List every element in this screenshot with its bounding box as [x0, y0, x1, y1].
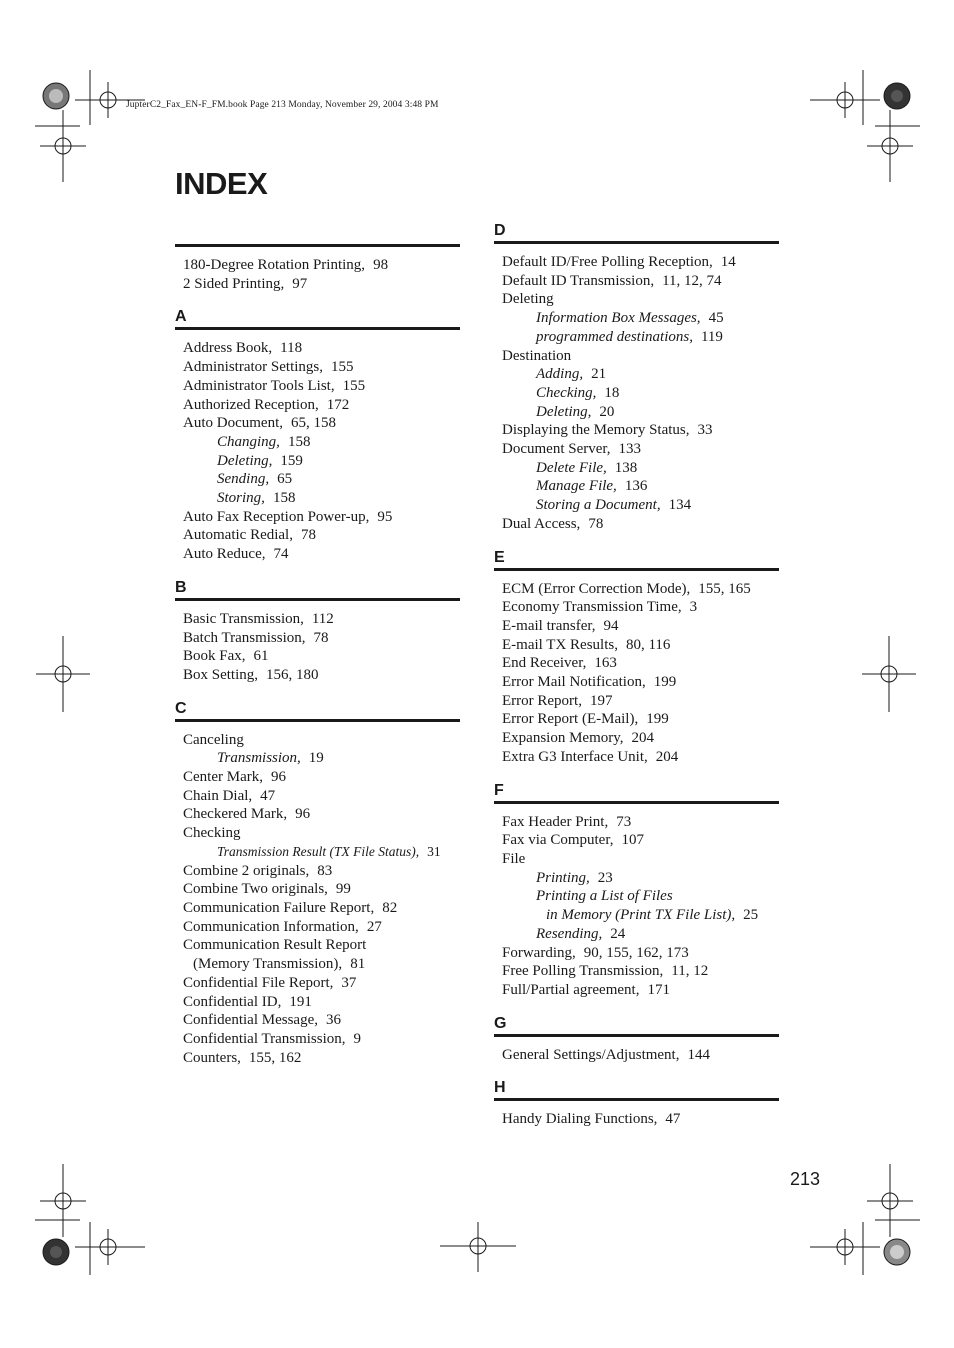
- index-page-refs: 27: [366, 918, 382, 935]
- index-entry: [183, 768, 460, 787]
- index-entry: [183, 936, 460, 955]
- index-page-refs: 82: [382, 899, 398, 916]
- index-page-refs: 155, 162: [248, 1049, 302, 1066]
- index-page-refs: 155: [331, 359, 354, 376]
- section-letter-heading: A: [175, 308, 187, 326]
- section-divider: [494, 1034, 779, 1037]
- index-page-refs: 197: [589, 692, 613, 709]
- registration-mark-bottom-left: [30, 1162, 150, 1277]
- index-subentry: [502, 403, 779, 422]
- index-term: Economy Transmission Time,: [502, 599, 682, 616]
- index-term: Book Fax,: [183, 648, 246, 665]
- index-entry: [183, 545, 460, 564]
- index-page-refs: 65, 158: [290, 415, 336, 432]
- index-section: [175, 307, 460, 563]
- index-page-refs: 20: [599, 403, 615, 420]
- index-page-refs: 81: [350, 956, 366, 973]
- index-entry: [502, 290, 779, 309]
- index-entry: [502, 347, 779, 366]
- index-page-refs: 33: [697, 422, 713, 439]
- index-page-refs: 96: [270, 769, 286, 786]
- index-entry: [183, 993, 460, 1012]
- index-term: Handy Dialing Functions,: [502, 1111, 658, 1128]
- index-term: Deleting,: [217, 452, 273, 469]
- index-entry: [183, 974, 460, 993]
- index-page-refs: 21: [591, 366, 607, 383]
- index-subentry: [502, 328, 779, 347]
- section-divider: [494, 801, 779, 804]
- index-entry: [183, 396, 460, 415]
- index-page-refs: 19: [308, 750, 324, 767]
- index-page-refs: 138: [614, 459, 638, 476]
- index-term: Printing,: [536, 869, 590, 886]
- index-entry: [502, 981, 779, 1000]
- index-term: Deleting: [502, 291, 554, 308]
- index-term: Adding,: [536, 366, 584, 383]
- index-subentry: [183, 470, 460, 489]
- index-entry: [502, 962, 779, 981]
- index-term: Counters,: [183, 1049, 241, 1066]
- index-term: Canceling: [183, 731, 244, 748]
- index-term: Error Mail Notification,: [502, 674, 646, 691]
- index-entry-list: [175, 256, 460, 293]
- index-page-refs: 155: [342, 377, 366, 394]
- index-term: General Settings/Adjustment,: [502, 1046, 680, 1063]
- section-divider: [175, 719, 460, 722]
- section-divider: [175, 598, 460, 601]
- index-term: Manage File,: [536, 478, 617, 495]
- index-entry: [502, 729, 779, 748]
- index-page-refs: 107: [621, 832, 644, 849]
- index-page-refs: 98: [373, 257, 389, 273]
- index-page-refs: 96: [295, 806, 311, 823]
- index-page-refs: 156, 180: [266, 666, 319, 683]
- index-term: Transmission Result (TX File Status),: [217, 843, 420, 859]
- registration-mark-mid-left: [36, 636, 96, 712]
- index-entry: [183, 918, 460, 937]
- section-divider: [494, 241, 779, 244]
- index-subentry: [502, 309, 779, 328]
- index-term: Batch Transmission,: [183, 629, 306, 646]
- index-term: Auto Reduce,: [183, 546, 266, 563]
- page-title: INDEX: [175, 166, 268, 201]
- index-term: Full/Partial agreement,: [502, 981, 640, 998]
- section-letter-heading: E: [494, 548, 505, 566]
- index-page-refs: 171: [647, 981, 670, 998]
- index-entry: [183, 1049, 460, 1068]
- section-divider: [494, 568, 779, 571]
- index-entry: [502, 272, 779, 291]
- index-page-refs: 163: [594, 655, 617, 672]
- index-entry: [502, 1110, 779, 1129]
- index-entry: [502, 831, 779, 850]
- index-term: Chain Dial,: [183, 787, 253, 804]
- index-term: Storing,: [217, 490, 265, 507]
- index-term: Resending,: [536, 925, 603, 942]
- registration-mark-top-left: [30, 70, 150, 185]
- index-entry: [183, 647, 460, 666]
- index-entry: [183, 880, 460, 899]
- index-entry: [502, 440, 779, 459]
- index-page-refs: 73: [616, 813, 632, 830]
- index-column-left: [175, 244, 460, 1081]
- index-term: Displaying the Memory Status,: [502, 422, 690, 439]
- index-entry: [183, 610, 460, 629]
- index-entry-list: [175, 731, 460, 1068]
- index-entry: [502, 515, 779, 534]
- index-page-refs: 47: [665, 1111, 681, 1128]
- index-page-refs: 94: [603, 617, 619, 634]
- registration-mark-bottom-right: [805, 1162, 925, 1277]
- index-page-refs: 11, 12: [671, 963, 709, 980]
- index-entry-list: [494, 1110, 779, 1129]
- index-term: Default ID/Free Polling Reception,: [502, 254, 713, 270]
- page-number: 213: [790, 1169, 821, 1189]
- index-subentry: [502, 496, 779, 515]
- index-subentry: [502, 459, 779, 478]
- index-entry-list: [494, 813, 779, 1000]
- index-entry: [183, 1030, 460, 1049]
- index-subentry: [502, 869, 779, 888]
- index-entry: [183, 526, 460, 545]
- index-page-refs: 119: [700, 328, 723, 345]
- index-page-refs: 11, 12, 74: [662, 272, 722, 289]
- index-page-refs: 45: [708, 310, 724, 327]
- index-page-refs: 23: [597, 869, 613, 886]
- section-letter-heading: H: [494, 1079, 506, 1097]
- index-entry: [183, 256, 460, 275]
- index-page-refs: 134: [668, 497, 692, 514]
- index-page-refs: 61: [253, 648, 269, 665]
- index-subentry: [502, 906, 779, 925]
- index-term: Administrator Settings,: [183, 359, 323, 376]
- index-term: End Receiver,: [502, 655, 587, 672]
- index-entry: [183, 339, 460, 358]
- index-page-refs: 25: [743, 907, 759, 924]
- index-entry: [183, 629, 460, 648]
- index-term: programmed destinations,: [536, 328, 693, 345]
- section-letter-heading: G: [494, 1014, 507, 1032]
- index-page-refs: 191: [289, 993, 312, 1010]
- index-term: Administrator Tools List,: [183, 377, 335, 394]
- section-letter-heading: D: [494, 222, 506, 239]
- index-subentry: [502, 925, 779, 944]
- index-entry-list: [494, 580, 779, 767]
- index-term: Checking: [183, 825, 241, 842]
- index-page-refs: 99: [335, 881, 351, 898]
- index-term: Information Box Messages,: [536, 310, 701, 327]
- index-term: Box Setting,: [183, 666, 259, 683]
- index-entry: [502, 710, 779, 729]
- index-page-refs: 90, 155, 162, 173: [583, 944, 689, 961]
- index-entry: [183, 508, 460, 527]
- index-term: Auto Fax Reception Power-up,: [183, 508, 370, 525]
- index-page-refs: 95: [377, 508, 393, 525]
- index-section: [175, 244, 460, 293]
- index-section: [175, 699, 460, 1068]
- index-page-refs: 112: [311, 610, 334, 627]
- index-term: File: [502, 850, 526, 867]
- index-term: Storing a Document,: [536, 497, 661, 514]
- index-term: Auto Document,: [183, 415, 283, 432]
- index-term: Free Polling Transmission,: [502, 963, 664, 980]
- index-section: [494, 221, 779, 534]
- index-subentry: [502, 887, 779, 906]
- index-page-refs: 37: [341, 974, 357, 991]
- index-page-refs: 136: [624, 478, 648, 495]
- index-term: in Memory (Print TX File List),: [546, 907, 736, 924]
- index-term: Destination: [502, 347, 572, 364]
- index-entry: [502, 253, 779, 272]
- index-page-refs: 78: [588, 515, 604, 532]
- index-column-right: [494, 221, 779, 1143]
- index-subentry: [183, 452, 460, 471]
- index-section: [494, 1078, 779, 1129]
- index-entry-list: [175, 610, 460, 685]
- index-term: Dual Access,: [502, 515, 581, 532]
- index-page-refs: 144: [687, 1046, 710, 1063]
- index-page-refs: 83: [317, 862, 333, 879]
- index-page-refs: 47: [260, 787, 276, 804]
- index-term: Document Server,: [502, 441, 611, 458]
- index-term: ECM (Error Correction Mode),: [502, 580, 691, 597]
- index-entry: [502, 421, 779, 440]
- index-page-refs: 133: [618, 441, 642, 458]
- index-term: Confidential Transmission,: [183, 1030, 346, 1047]
- index-entry: [502, 813, 779, 832]
- index-entry: [183, 899, 460, 918]
- index-entry: [183, 275, 460, 294]
- index-page-refs: 78: [313, 629, 329, 646]
- index-page-refs: 204: [631, 730, 655, 747]
- index-term: Authorized Reception,: [183, 396, 319, 413]
- index-entry: [183, 358, 460, 377]
- index-term: E-mail transfer,: [502, 617, 596, 634]
- index-term: Confidential Message,: [183, 1012, 318, 1029]
- section-letter-heading: C: [175, 699, 187, 717]
- index-subentry: [502, 384, 779, 403]
- section-letter-heading: F: [494, 781, 504, 799]
- index-term: Deleting,: [536, 403, 592, 420]
- index-page-refs: 118: [280, 340, 303, 357]
- index-term: Communication Result Report: [183, 937, 367, 954]
- index-page-refs: 159: [280, 452, 303, 469]
- index-subentry: [183, 433, 460, 452]
- index-term: (Memory Transmission),: [193, 956, 343, 973]
- index-term: Printing a List of Files: [536, 888, 673, 905]
- index-term: Automatic Redial,: [183, 527, 293, 544]
- index-entry: [502, 598, 779, 617]
- index-subentry: [183, 843, 460, 862]
- index-term: Changing,: [217, 433, 280, 450]
- index-page-refs: 3: [689, 599, 698, 616]
- index-page-refs: 172: [326, 396, 350, 413]
- index-term: Checking,: [536, 384, 597, 401]
- index-page-refs: 155, 165: [698, 580, 751, 597]
- index-entry: [502, 944, 779, 963]
- index-term: Error Report (E-Mail),: [502, 711, 639, 728]
- index-term: Transmission,: [217, 750, 301, 767]
- index-term: Combine Two originals,: [183, 881, 328, 898]
- index-page-refs: 80, 116: [625, 636, 671, 653]
- index-entry: [502, 636, 779, 655]
- registration-mark-bottom-center: [440, 1222, 516, 1272]
- index-term: Communication Failure Report,: [183, 899, 375, 916]
- index-entry: [183, 824, 460, 843]
- index-term: Delete File,: [536, 459, 607, 476]
- index-section: [494, 548, 779, 767]
- index-entry: [502, 1046, 779, 1065]
- index-term: Combine 2 originals,: [183, 862, 310, 879]
- index-page-refs: 204: [655, 748, 679, 765]
- index-entry: [502, 580, 779, 599]
- index-page-refs: 18: [604, 384, 620, 401]
- index-entry: [502, 617, 779, 636]
- index-page-refs: 199: [653, 674, 677, 691]
- index-entry: [502, 673, 779, 692]
- index-entry-list: [494, 253, 779, 534]
- index-term: 180-Degree Rotation Printing,: [183, 257, 366, 273]
- index-subentry: [502, 477, 779, 496]
- print-header-line: JupterC2_Fax_EN-F_FM.book Page 213 Monday, November 29, 2004 3:48 PM: [126, 100, 439, 110]
- section-divider: [175, 327, 460, 330]
- index-entry: [502, 692, 779, 711]
- index-term: Address Book,: [183, 340, 273, 357]
- index-term: Expansion Memory,: [502, 730, 624, 747]
- registration-mark-top-right: [805, 70, 925, 185]
- index-subentry: [502, 365, 779, 384]
- index-entry: [183, 862, 460, 881]
- index-term: Error Report,: [502, 692, 582, 709]
- section-letter-heading: B: [175, 578, 187, 596]
- index-page-refs: 78: [300, 527, 316, 544]
- index-page-refs: 14: [720, 254, 736, 270]
- index-section: [175, 578, 460, 685]
- index-term: Communication Information,: [183, 918, 359, 935]
- index-subentry: [183, 749, 460, 768]
- index-page-refs: 158: [287, 433, 311, 450]
- index-entry: [502, 850, 779, 869]
- index-entry: [502, 654, 779, 673]
- index-entry: [183, 414, 460, 433]
- index-term: Checkered Mark,: [183, 806, 288, 823]
- index-page-refs: 158: [272, 490, 296, 507]
- index-page-refs: 199: [646, 711, 669, 728]
- index-page-refs: 9: [353, 1030, 362, 1047]
- index-page-refs: 24: [610, 925, 626, 942]
- index-term: Fax via Computer,: [502, 832, 614, 849]
- index-term: Confidential File Report,: [183, 974, 334, 991]
- index-subentry: [183, 489, 460, 508]
- index-term: Confidential ID,: [183, 993, 282, 1010]
- index-term: E-mail TX Results,: [502, 636, 618, 653]
- registration-mark-mid-right: [862, 636, 922, 712]
- index-entry: [183, 955, 460, 974]
- section-divider: [175, 244, 460, 247]
- index-page-refs: 31: [427, 843, 441, 859]
- index-entry: [183, 1011, 460, 1030]
- index-entry: [183, 377, 460, 396]
- index-term: Extra G3 Interface Unit,: [502, 748, 648, 765]
- index-entry-list: [494, 1046, 779, 1065]
- index-entry: [183, 805, 460, 824]
- index-entry: [502, 748, 779, 767]
- index-entry-list: [175, 339, 460, 563]
- index-term: Fax Header Print,: [502, 813, 609, 830]
- index-term: Default ID Transmission,: [502, 272, 655, 289]
- index-section: [494, 1014, 779, 1065]
- index-section: [494, 781, 779, 1000]
- index-term: Center Mark,: [183, 769, 263, 786]
- index-term: Sending,: [217, 471, 270, 488]
- index-page-refs: 36: [325, 1012, 341, 1029]
- index-entry: [183, 787, 460, 806]
- index-term: Basic Transmission,: [183, 610, 304, 627]
- index-page-refs: 74: [273, 546, 289, 563]
- index-page-refs: 97: [292, 275, 308, 292]
- index-entry: [183, 666, 460, 685]
- index-entry: [183, 731, 460, 750]
- index-page-refs: 65: [277, 471, 293, 488]
- index-term: Forwarding,: [502, 944, 576, 961]
- index-term: 2 Sided Printing,: [183, 275, 285, 292]
- section-divider: [494, 1098, 779, 1101]
